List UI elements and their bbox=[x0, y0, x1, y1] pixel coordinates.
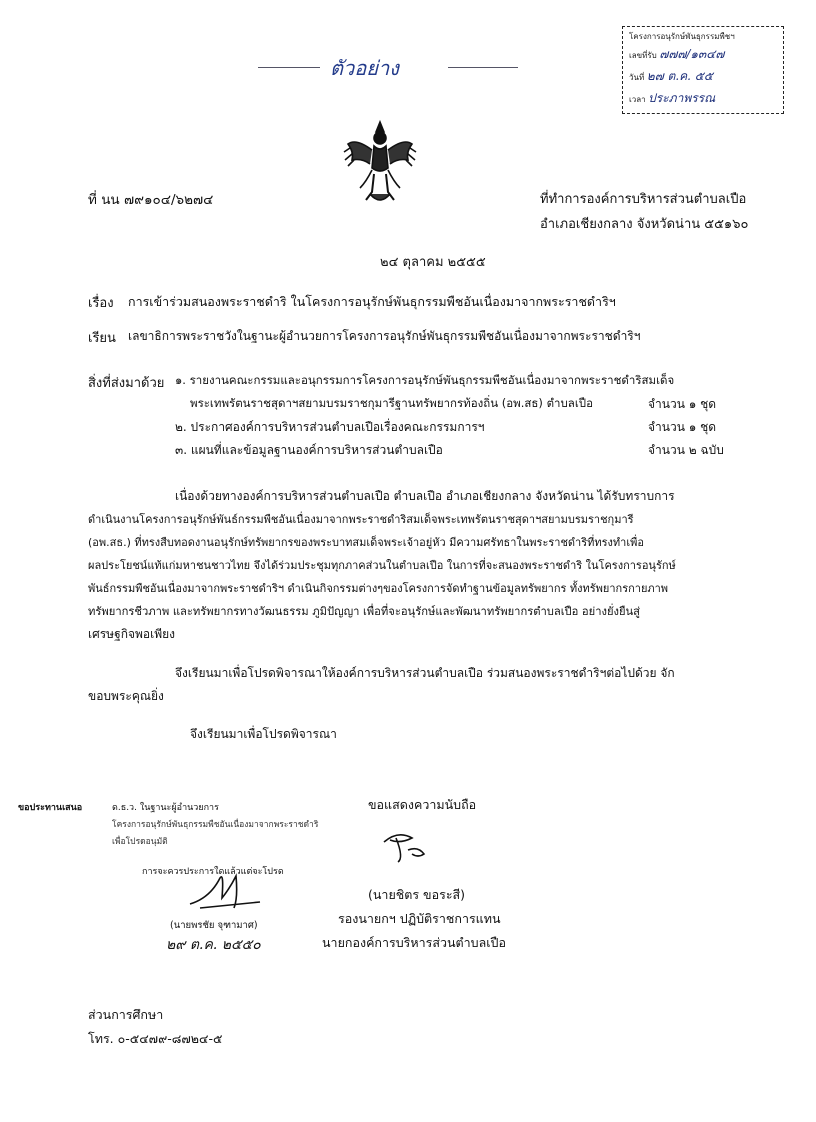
body-para2-line2: ขอบพระคุณยิ่ง bbox=[88, 689, 164, 703]
stamp-date-label: วันที่ bbox=[629, 73, 645, 82]
body-para1-line5: พันธ์กรรมพืชอันเนื่องมาจากพระราชดำริฯ ดำเนินกิจกรรมต่างๆของโครงการจัดทำฐานข้อมูลทรัพยากร ทั้งทรัพยากรกายภาพ bbox=[88, 582, 669, 595]
enclosure-3-qty: จำนวน ๒ ฉบับ bbox=[648, 443, 724, 457]
document-number: ที่ นน ๗๙๑๐๔/๖๒๗๔ bbox=[88, 192, 214, 208]
enclosure-1-qty: จำนวน ๑ ชุด bbox=[648, 397, 717, 411]
body-para1-line7: เศรษฐกิจพอเพียง bbox=[88, 627, 176, 641]
note-name: (นายพรชัย จุฑามาศ) bbox=[170, 920, 258, 931]
note-line3: เพื่อโปรดอนุมัติ bbox=[112, 837, 168, 847]
note-date: ๒๙ ต.ค. ๒๕๕๐ bbox=[166, 937, 261, 953]
stamp-no-value: ๗๗๗/๑๓๔๗ bbox=[659, 47, 725, 61]
body-para1-line6: ทรัพยากรชีวภาพ และทรัพยากรทางวัฒนธรรม ภูมิปัญญา เพื่อที่จะอนุรักษ์และพัฒนาทรัพยากรตำบลเปือ อย่างยั่งยืนสู่ bbox=[88, 605, 640, 618]
subject-text: การเข้าร่วมสนองพระราชดำริ ในโครงการอนุรักษ์พันธุกรรมพืชอันเนื่องมาจากพระราชดำริฯ bbox=[128, 294, 616, 309]
note-line1: ด.ธ.ว. ในฐานะผู้อำนวยการ bbox=[112, 803, 219, 813]
signer-title-2: นายกองค์การบริหารส่วนตำบลเปือ bbox=[322, 935, 506, 950]
body-para3: จึงเรียนมาเพื่อโปรดพิจารณา bbox=[190, 727, 337, 741]
closing-regards: ขอแสดงความนับถือ bbox=[368, 797, 477, 812]
enclosure-3: ๓. แผนที่และข้อมูลฐานองค์การบริหารส่วนตำบลเปือ bbox=[175, 443, 443, 457]
signer-title-1: รองนายกฯ ปฏิบัติราชการแทน bbox=[338, 911, 501, 926]
note-line2: โครงการอนุรักษ์พันธุกรรมพืชอันเนื่องมาจากพระราชดำริ bbox=[112, 820, 319, 830]
footer-department: ส่วนการศึกษา bbox=[88, 1007, 164, 1022]
stamp-org: โครงการอนุรักษ์พันธุกรรมพืชฯ bbox=[629, 32, 735, 41]
subject-label: เรื่อง bbox=[88, 296, 114, 311]
enclosure-2-qty: จำนวน ๑ ชุด bbox=[648, 420, 717, 434]
stamp-time-label: เวลา bbox=[629, 95, 646, 104]
body-para1-line2: ดำเนินงานโครงการอนุรักษ์พันธ์กรรมพืชอันเนื่องมาจากพระราชดำริสมเด็จพระเทพรัตนราชสุดาฯสยามบรมราชกุมารี bbox=[88, 513, 634, 526]
sample-label: ตัวอย่าง bbox=[330, 56, 399, 80]
stamp-no-label: เลขที่รับ bbox=[629, 51, 657, 60]
enclosures-label: สิ่งที่ส่งมาด้วย bbox=[88, 376, 165, 391]
enclosure-1-line2: พระเทพรัตนราชสุดาฯสยามบรมราชกุมารีฐานทรัพยากรท้องถิ่น (อพ.สธ) ตำบลเปือ bbox=[190, 396, 593, 410]
office-address-line2: อำเภอเชียงกลาง จังหวัดน่าน ๕๕๑๖๐ bbox=[540, 217, 749, 232]
sample-rule-right bbox=[448, 67, 518, 68]
stamp-date-value: ๒๗ ต.ค. ๕๕ bbox=[646, 69, 713, 83]
signature-note bbox=[180, 868, 270, 914]
signer-name: (นายชิตร ขอระสี) bbox=[368, 887, 466, 902]
footer-phone: โทร. ๐-๕๔๗๙-๘๗๒๔-๕ bbox=[88, 1031, 223, 1046]
note-label: ขอประทานเสนอ bbox=[18, 803, 83, 813]
sample-rule-left bbox=[258, 67, 320, 68]
stamp-time-value: ประภาพรรณ bbox=[648, 91, 716, 105]
recipient-text: เลขาธิการพระราชวังในฐานะผู้อำนวยการโครงการอนุรักษ์พันธุกรรมพืชอันเนื่องมาจากพระราชดำริฯ bbox=[128, 329, 641, 343]
enclosure-2: ๒. ประกาศองค์การบริหารส่วนตำบลเปือเรื่องคณะกรรมการฯ bbox=[175, 420, 485, 434]
signature-main bbox=[378, 828, 438, 868]
enclosure-1-line1: ๑. รายงานคณะกรรมและอนุกรรมการโครงการอนุรักษ์พันธุกรรมพืชอันเนื่องมาจากพระราชดำริสมเด็จ bbox=[175, 373, 675, 387]
note-line4: การจะควรประการใดแล้วแต่จะโปรด bbox=[142, 867, 284, 877]
body-para1-line4: ผลประโยชน์แท้แก่มหาชนชาวไทย จึงได้ร่วมประชุมทุกภาคส่วนในตำบลเปือ ในการที่จะสนองพระราชดำริ ในโครงการอนุรักษ์ bbox=[88, 559, 676, 572]
letter-date: ๒๔ ตุลาคม ๒๕๕๕ bbox=[380, 255, 486, 270]
garuda-emblem-icon bbox=[342, 118, 418, 210]
body-para1-line1: เนื่องด้วยทางองค์การบริหารส่วนตำบลเปือ ตำบลเปือ อำเภอเชียงกลาง จังหวัดน่าน ได้รับทราบการ bbox=[175, 489, 675, 503]
receipt-stamp bbox=[622, 26, 784, 114]
body-para1-line3: (อพ.สธ.) ที่ทรงสืบทอดงานอนุรักษ์ทรัพยากรของพระบาทสมเด็จพระเจ้าอยู่หัว มีความศรัทธาในพระราชดำริที่ทรงทำเพื่อ bbox=[88, 536, 644, 549]
body-para2-line1: จึงเรียนมาเพื่อโปรดพิจารณาให้องค์การบริหารส่วนตำบลเปือ ร่วมสนองพระราชดำริฯต่อไปด้วย จัก bbox=[175, 666, 675, 680]
office-address-line1: ที่ทำการองค์การบริหารส่วนตำบลเปือ bbox=[540, 192, 747, 207]
recipient-label: เรียน bbox=[88, 331, 116, 346]
